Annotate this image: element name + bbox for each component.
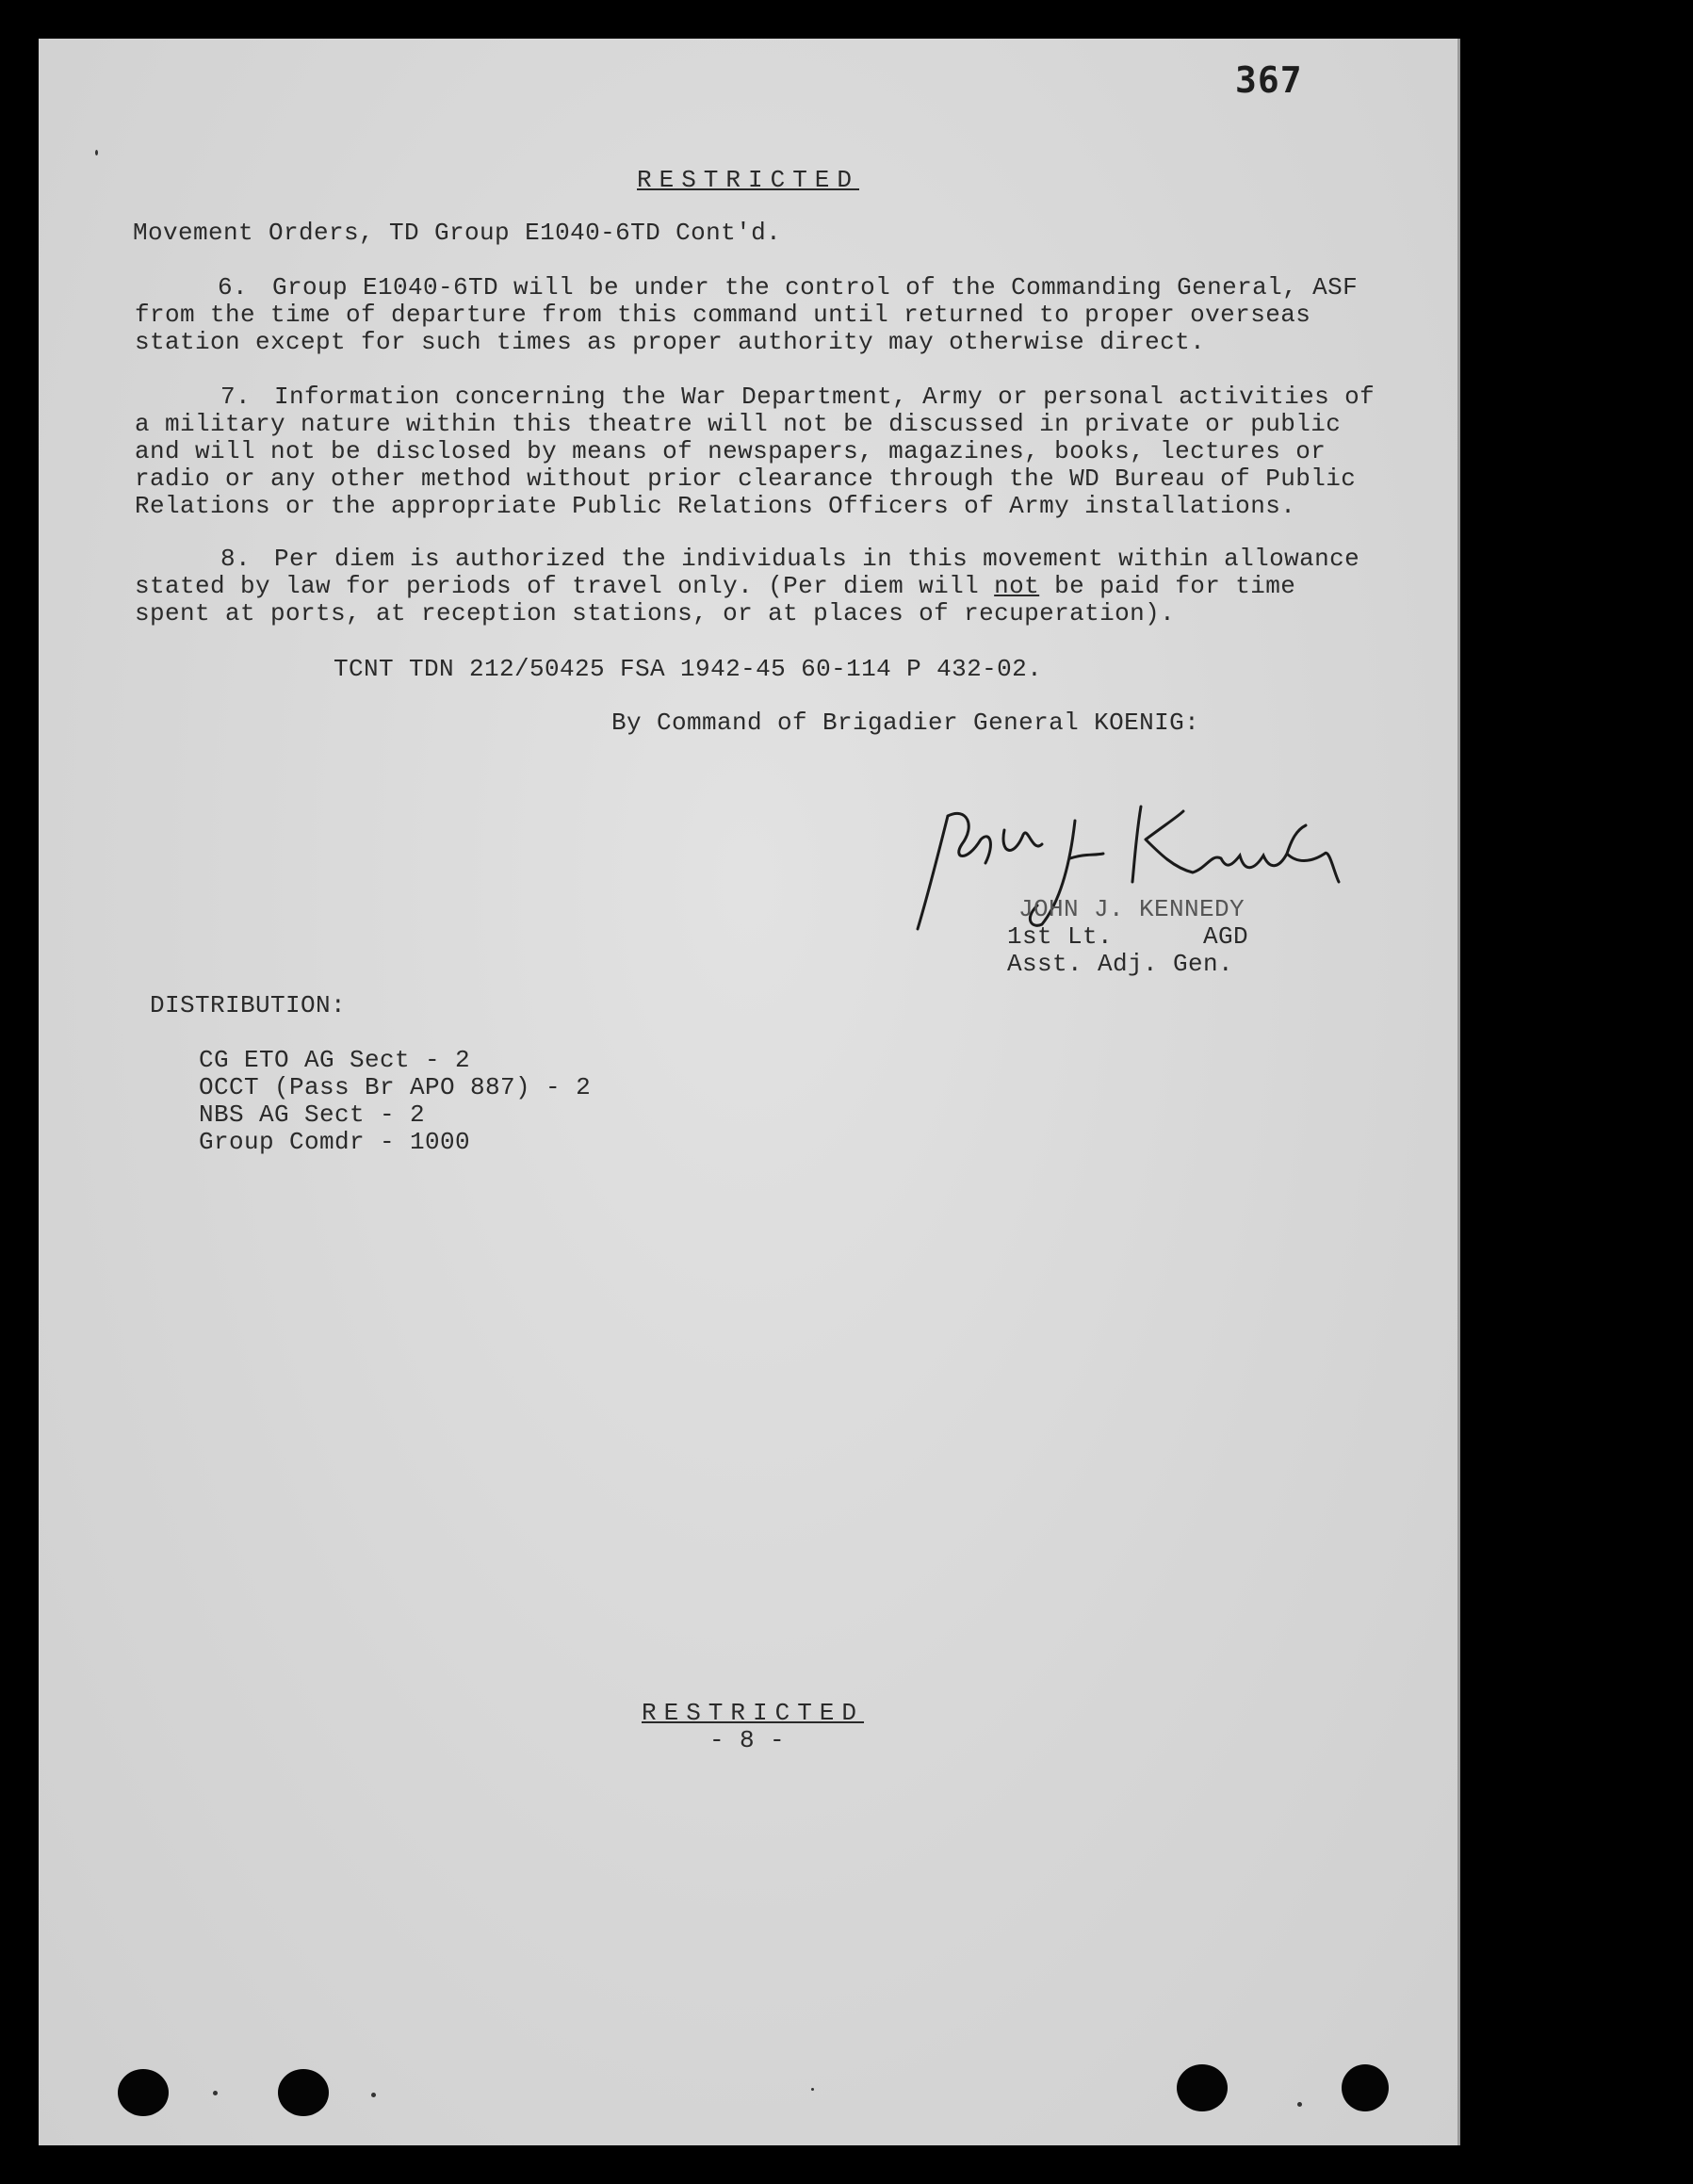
para-7-line-3: and will not be disclosed by means of newspapers, magazines, books, lectures or xyxy=(135,437,1327,465)
para-8-line-2-post: be paid for time xyxy=(1039,572,1296,600)
punch-hole xyxy=(118,2069,169,2116)
command-line: By Command of Brigadier General KOENIG: xyxy=(611,709,1200,737)
footer-page-number: - 8 - xyxy=(709,1726,786,1754)
subject-line: Movement Orders, TD Group E1040-6TD Cont'd. xyxy=(133,219,782,247)
footer-classification: RESTRICTED xyxy=(641,1699,865,1727)
para-6-line-2: from the time of departure from this command until returned to proper overseas xyxy=(135,301,1311,329)
signature-title: Asst. Adj. Gen. xyxy=(1007,950,1234,978)
speck xyxy=(213,2091,218,2095)
fund-citation: TCNT TDN 212/50425 FSA 1942-45 60-114 P 432-02. xyxy=(334,655,1043,683)
para-8-line-3: spent at ports, at reception stations, or at places of recuperation). xyxy=(135,599,1176,627)
distribution-heading: DISTRIBUTION: xyxy=(150,991,347,1019)
para-7-line-4: radio or any other method without prior clearance through the WD Bureau of Public xyxy=(135,465,1357,493)
para-8-line-2 xyxy=(135,573,1295,600)
punch-hole xyxy=(278,2069,329,2116)
para-8-underlined-not: not xyxy=(994,572,1040,600)
para-8-number: 8. xyxy=(220,545,252,573)
speck xyxy=(371,2093,376,2097)
distribution-item: CG ETO AG Sect - 2 xyxy=(199,1046,471,1074)
punch-hole xyxy=(1177,2064,1228,2111)
signature-rank: 1st Lt. AGD xyxy=(1007,922,1249,951)
para-7-number: 7. xyxy=(220,383,252,411)
para-7-line-5: Relations or the appropriate Public Relations Officers of Army installations. xyxy=(135,492,1296,520)
speck xyxy=(811,2088,814,2091)
para-7-line-1: Information concerning the War Department, Army or personal activities of xyxy=(274,383,1376,411)
para-6-number: 6. xyxy=(218,273,249,302)
para-8-line-1: Per diem is authorized the individuals in this movement within allowance xyxy=(274,545,1360,573)
para-8-line-2-pre: stated by law for periods of travel only. (Per diem will xyxy=(135,572,995,600)
distribution-item: Group Comdr - 1000 xyxy=(199,1128,471,1156)
archive-page-number: 367 xyxy=(1235,59,1303,101)
para-7-line-2: a military nature within this theatre will not be discussed in private or public xyxy=(135,410,1342,438)
para-6-line-3: station except for such times as proper authority may otherwise direct. xyxy=(135,328,1206,356)
signature-name: JOHN J. KENNEDY xyxy=(1018,895,1245,923)
punch-hole xyxy=(1342,2064,1389,2111)
para-6-line-1: Group E1040-6TD will be under the control of the Commanding General, ASF xyxy=(272,273,1359,302)
distribution-item: OCCT (Pass Br APO 887) - 2 xyxy=(199,1073,592,1101)
speck xyxy=(1297,2102,1302,2107)
speck xyxy=(95,150,98,155)
document-page xyxy=(39,39,1460,2145)
header-classification: RESTRICTED xyxy=(636,166,860,194)
distribution-item: NBS AG Sect - 2 xyxy=(199,1100,426,1129)
